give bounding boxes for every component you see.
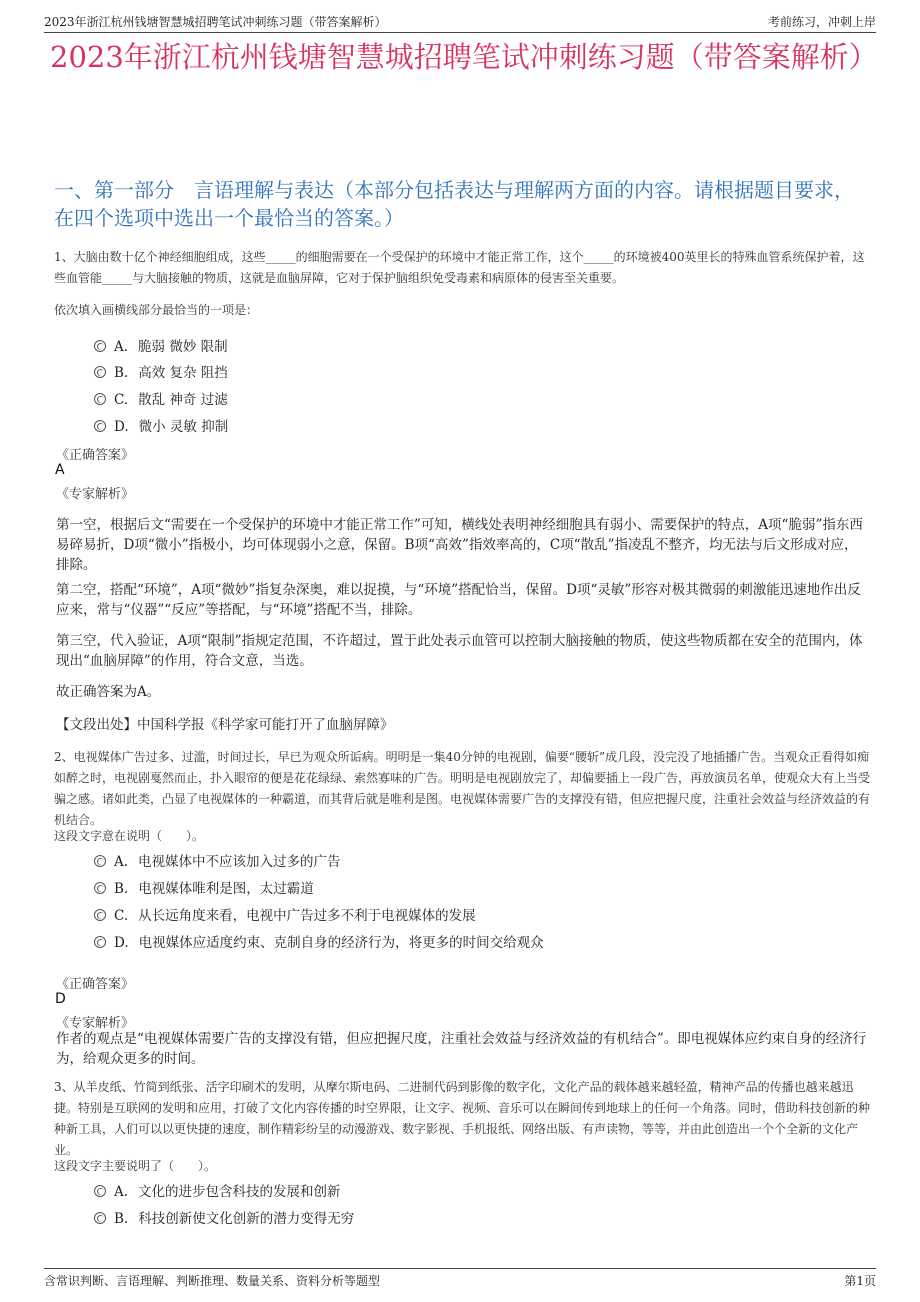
question-1-answer-label: 《正确答案》 — [56, 448, 135, 463]
question-1-option-b[interactable]: B. 高效 复杂 阻挡 — [94, 361, 228, 381]
question-1-analysis-paragraph: 第三空，代入验证，A项“限制”指规定范围，不许超过，置于此处表示血管可以控制大脑接触的物质，使这些物质都在安全的范围内，体现出“血脑屏障”的作用，符合文意，当选。 — [56, 633, 863, 669]
question-3-option-a[interactable]: A. 文化的进步包含科技的发展和创新 — [94, 1180, 341, 1200]
radio-icon[interactable] — [94, 909, 106, 921]
radio-icon[interactable] — [94, 855, 106, 867]
question-2-option-b[interactable]: B. 电视媒体唯利是图，太过霸道 — [94, 877, 314, 897]
question-1-analysis-paragraph: 第二空，搭配“环境”，A项“微妙”指复杂深奥，难以捉摸，与“环境”搭配恰当，保留。D项“灵敏”形容对极其微弱的刺激能迅速地作出反应来，常与“仪器”“反应”等搭配，与“环境”搭配不当，排除。 — [56, 582, 861, 618]
radio-icon[interactable] — [94, 882, 106, 894]
question-2-option-d[interactable]: D. 电视媒体应适度约束、克制自身的经济行为，将更多的时间交给观众 — [94, 931, 544, 951]
page-header — [44, 10, 876, 33]
question-2-option-c[interactable]: C. 从长远角度来看，电视中广告过多不利于电视媒体的发展 — [94, 904, 476, 924]
radio-icon[interactable] — [94, 1185, 106, 1197]
page-footer — [44, 1268, 876, 1289]
question-2-answer-label: 《正确答案》 — [56, 977, 135, 992]
question-2-text: 2、电视媒体广告过多、过滥，时间过长，早已为观众所诟病。明明是一集40分钟的电视剧，偏要“腰斩”成几段，没完没了地插播广告。当观众正看得如痴如醉之时，电视剧戛然而止，扑入眼帘的便是花花绿绿、索然寡味的广告。明明是电视剧放完了，却偏要插上一段广告，再放演员名单，使观众大有上当受骗之感。诸如此类，凸显了电视媒体的一种霸道，而其背后就是唯利是图。电视媒体需要广告的支撑没有错，但应把握尺度，注重社会效益与经济效益的有机结合。 — [54, 750, 871, 827]
question-1-option-c[interactable]: C. 散乱 神奇 过滤 — [94, 388, 228, 408]
header-slogan: 考前练习，冲刺上岸 — [767, 15, 876, 29]
question-1-option-d[interactable]: D. 微小 灵敏 抑制 — [94, 415, 228, 435]
page-number: 第1页 — [844, 1274, 876, 1288]
section-title: 一、第一部分 言语理解与表达（本部分包括表达与理解两方面的内容。请根据题目要求，在四个选项中选出一个最恰当的答案。） — [54, 178, 854, 230]
footer-description: 含常识判断、言语理解、判断推理、数量关系、资料分析等题型 — [44, 1274, 381, 1288]
radio-icon[interactable] — [94, 393, 106, 405]
question-3-text: 3、从羊皮纸、竹简到纸张、活字印刷术的发明，从摩尔斯电码、二进制代码到影像的数字化，文化产品的载体越来越轻盈，精神产品的传播也越来越迅捷。特别是互联网的发明和应用，打破了文化内容传播的时空界限，让文字、视频、音乐可以在瞬间传到地球上的任何一个角落。同时，借助科技创新的种种新工具，人们可以以更快捷的速度，制作精彩纷呈的动漫游戏、数字影视、手机报纸、网络出版、有声读物，等等，并由此创造出一个个全新的文化产业。 — [54, 1080, 871, 1157]
document-title: 2023年浙江杭州钱塘智慧城招聘笔试冲刺练习题（带答案解析） — [50, 40, 878, 74]
question-1-text: 1、大脑由数十亿个神经细胞组成，这些_____的细胞需要在一个受保护的环境中才能正常工作，这个_____的环境被400英里长的特殊血管系统保护着，这些血管能_____与大脑接触的物质，这就是血脑屏障，它对于保护脑组织免受毒素和病原体的侵害至关重要。 — [54, 250, 865, 285]
question-1-analysis-paragraph: 第一空，根据后文“需要在一个受保护的环境中才能正常工作”可知，横线处表明神经细胞具有弱小、需要保护的特点，A项“脆弱”指东西易碎易折，D项“微小”指极小，均可体现弱小之意，保留。B项“高效”指效率高的，C项“散乱”指凌乱不整齐，均无法与后文形成对应，排除。 — [56, 517, 863, 573]
question-2-option-a[interactable]: A. 电视媒体中不应该加入过多的广告 — [94, 850, 341, 870]
radio-icon[interactable] — [94, 340, 106, 352]
question-2-answer: D — [55, 991, 66, 1007]
question-2-analysis: 作者的观点是“电视媒体需要广告的支撑没有错，但应把握尺度，注重社会效益与经济效益的有机结合”。即电视媒体应约束自身的经济行为，给观众更多的时间。 — [56, 1031, 867, 1067]
radio-icon[interactable] — [94, 366, 106, 378]
question-2-analysis-label: 《专家解析》 — [56, 1016, 135, 1031]
question-1-analysis-label: 《专家解析》 — [56, 487, 135, 502]
question-1-analysis-conclusion: 故正确答案为A。 — [56, 684, 161, 700]
question-3-option-b[interactable]: B. 科技创新使文化创新的潜力变得无穷 — [94, 1207, 354, 1227]
question-2-prompt: 这段文字意在说明（ ）。 — [54, 829, 205, 843]
header-doc-name: 2023年浙江杭州钱塘智慧城招聘笔试冲刺练习题（带答案解析） — [44, 15, 387, 29]
question-1-option-a[interactable]: A. 脆弱 微妙 限制 — [94, 335, 228, 355]
question-1-prompt: 依次填入画横线部分最恰当的一项是： — [54, 303, 259, 317]
radio-icon[interactable] — [94, 936, 106, 948]
question-3-prompt: 这段文字主要说明了（ ）。 — [54, 1159, 217, 1173]
question-1-source: 【文段出处】中国科学报《科学家可能打开了血脑屏障》 — [56, 717, 394, 733]
question-1-answer: A — [55, 462, 65, 478]
radio-icon[interactable] — [94, 420, 106, 432]
radio-icon[interactable] — [94, 1212, 106, 1224]
